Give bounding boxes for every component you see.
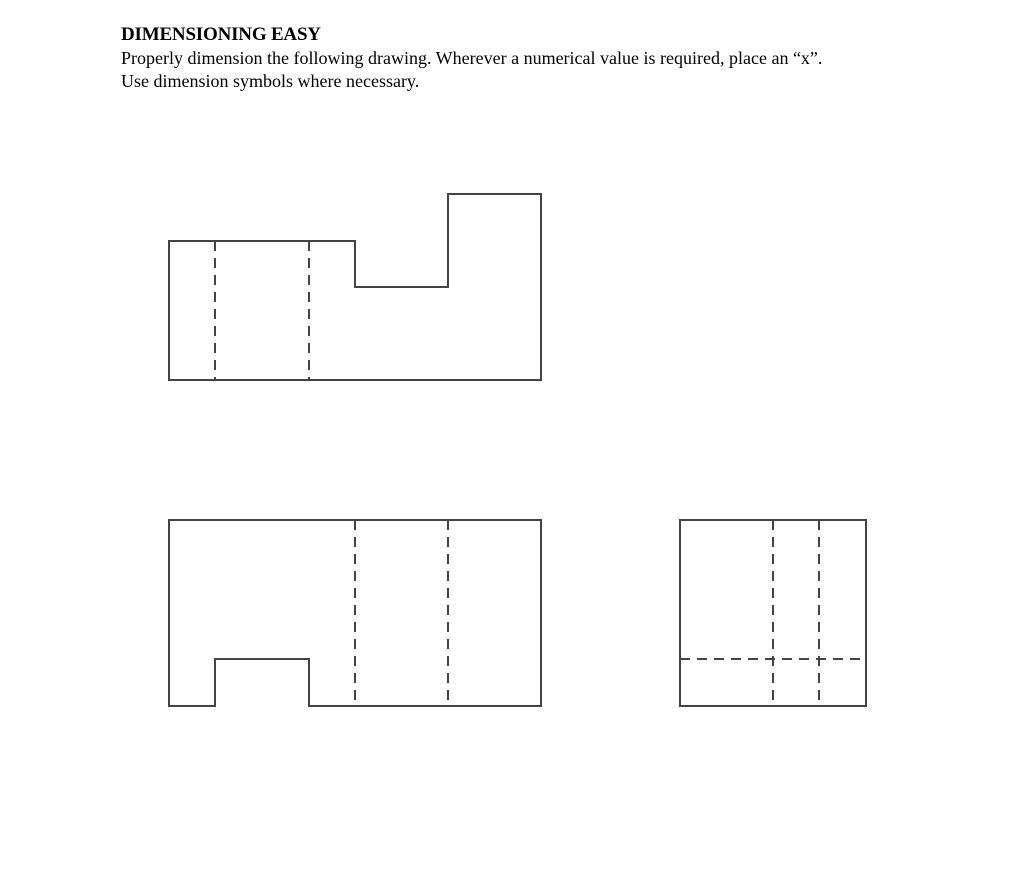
instructions-line-2: Use dimension symbols where necessary.	[121, 71, 420, 91]
top-view-outline	[169, 194, 541, 380]
instructions-line-1: Properly dimension the following drawing. Wherever a numerical value is required, place an “x”.	[121, 48, 823, 68]
top-view	[169, 194, 541, 380]
right-side-view	[680, 520, 866, 706]
front-view	[169, 520, 541, 706]
page-title: DIMENSIONING EASY	[121, 24, 321, 45]
